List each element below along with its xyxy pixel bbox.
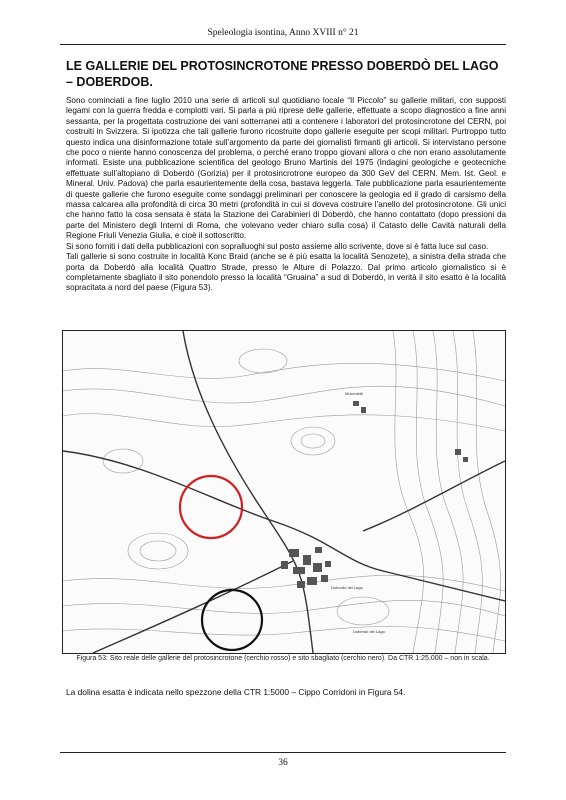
map-label-mucchietti: Mucchietti: [345, 391, 364, 396]
figure-caption: Figura 53: Sito reale delle gallerie del protosincrotone (cerchio rosso) e sito sbagliato (cerchio nero). Da CTR 1:25.000 – non in scala.: [76, 655, 490, 662]
roads: [63, 331, 505, 653]
running-header: Speleologia isontina, Anno XVIII n° 21: [207, 28, 359, 38]
paragraph-1: Sono cominciati a fine luglio 2010 una serie di articoli sul quotidiano locale “Il Piccolo” su gallerie militari, con supposti legami con la guerra fredda e complotti vari. Si parla a più riprese delle gallerie, effettuate a scopo diagnostico a fine anni sessanta, per la progettata costruzione dei vani sotterranei atti a contenere i laboratori del protosincrotone del CERN, poi costruiti in Svizzera. Si ipotizza che tali gallerie furono ricostruite dopo gallerie eseguite per scopi militari. Purtroppo tutto questo indica una disinformazione totale sull’argomento da parte dei giornalisti firmanti gli articoli. Si intervistano persone che poco o niente hanno conoscenza del problema, o perché erano troppo giovani allora o che non erano assolutamente informati. Esiste una pubblicazione scientifica del geologo Bruno Martinis del 1975 (Indagini geologiche e geotecniche effettuate sull’altopiano di Doberdò (Gorizia) per il protosincrotrone europeo da 300 GeV del CERN. Mem. Ist. Geol. e Mineral. Univ. Padova) che parla esaurientemente della cosa, bastava leggerla. Tale pubblicazione parla esaurientemente di queste gallerie che furono eseguite come sondaggi preliminari per conoscere la geologia ed il grado di carsismo della massa calcarea alla profondità di circa 30 metri (profondità in cui si doveva costruire l’anello del protosincrotone. Gli unici che hanno fatto la cosa sensata è stata la Stazione dei Carabinieri di Doberdò, che hanno contattato (dopo pressioni da parte del Ministero degli Interni di Roma, che volevano veder chiaro sulla cosa) il Catasto delle Cavità naturali della Regione Friuli Venezia Giulia, e cioè il sottoscritto.: [66, 96, 506, 241]
article-body: [66, 96, 506, 294]
black-circle-wrong-site: [202, 590, 262, 650]
header-rule: [60, 44, 506, 45]
footer-rule: [60, 752, 506, 753]
map-label-doberdo-2: Doberdò del Lago: [353, 629, 385, 634]
page-number: 36: [278, 758, 288, 768]
topographic-map: [63, 331, 505, 653]
paragraph-3: Tali gallerie si sono costruite in località Konc Braid (anche se è più esatta la località Senozete), a sinistra della strada che porta da Doberdò alla località Quattro Strade, presso le Alture di Polazzo. Dal primo articolo giornalistico si è completamente sbagliato il sito ponendolo presso la località “Gruaina” a sud di Doberdò, in verità il sito esatto è la località sopracitata a nord del paese (Figura 53).: [66, 252, 506, 293]
map-label-doberdo: Dobordò del Lago: [331, 585, 363, 590]
red-circle-real-site: [180, 476, 242, 538]
figure-53-map: [62, 330, 506, 654]
article-title: LE GALLERIE DEL PROTOSINCROTONE PRESSO DOBERDÒ DEL LAGO – DOBERDOB.: [66, 59, 499, 89]
contour-lines: [63, 331, 505, 653]
closing-sentence: La dolina esatta è indicata nello spezzone della CTR 1:5000 – Cippo Corridoni in Figura 54.: [66, 687, 406, 697]
paragraph-2: Si sono forniti i dati della pubblicazioni con sopralluoghi sul posto assieme allo scrivente, dove si è fatta luce sul caso.: [66, 241, 489, 251]
